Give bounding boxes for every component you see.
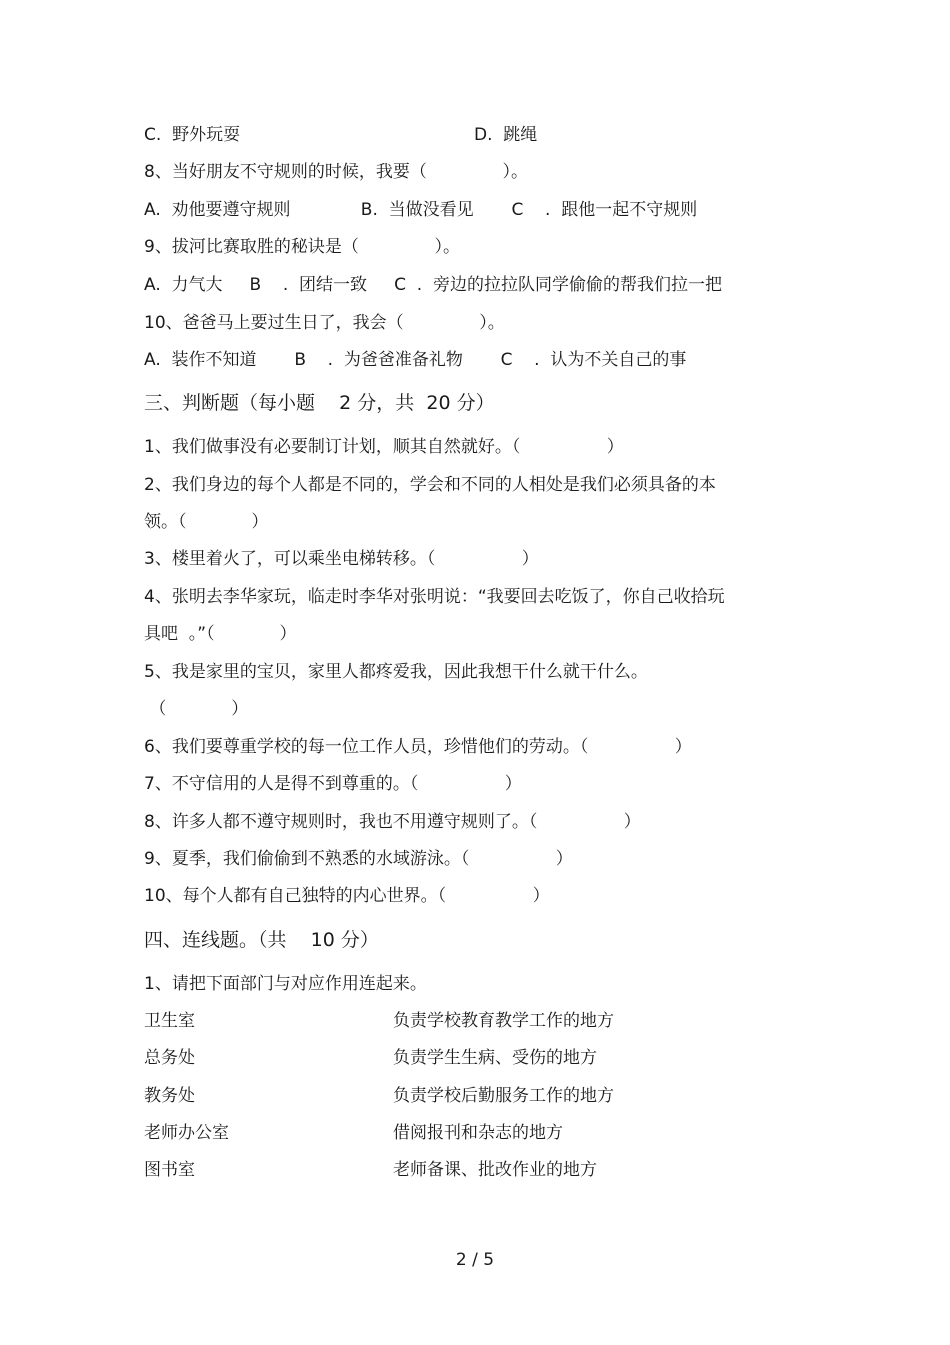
match-right-item: 负责学校教育教学工作的地方 [393,1011,614,1031]
section3-item: 5、我是家里的宝贝，家里人都疼爱我，因此我想干什么就干什么。 [144,662,648,682]
match-right-item: 负责学校后勤服务工作的地方 [393,1086,614,1106]
match-left-item: 卫生室 [144,1011,195,1031]
match-right-item: 借阅报刊和杂志的地方 [393,1123,563,1143]
section3-item: 9、夏季，我们偷偷到不熟悉的水域游泳。（ ） [144,849,573,869]
q10-question: 10、爸爸马上要过生日了，我会（ ）。 [144,313,505,333]
match-left-item: 图书室 [144,1160,195,1180]
match-right-item: 老师备课、批改作业的地方 [393,1160,597,1180]
section3-item: 3、楼里着火了，可以乘坐电梯转移。（ ） [144,549,539,569]
section3-heading: 三、判断题（每小题 2 分，共 20 分） [144,392,495,414]
section4-heading: 四、连线题。（共 10 分） [144,929,379,951]
section3-item: 6、我们要尊重学校的每一位工作人员，珍惜他们的劳动。（ ） [144,737,692,757]
page-number: 2 / 5 [455,1250,495,1270]
section3-item: 领。（ ） [144,512,269,532]
match-left-item: 总务处 [144,1048,195,1068]
q10-options: A. 装作不知道 B . 为爸爸准备礼物 C . 认为不关自己的事 [144,350,687,370]
section3-item: 10、每个人都有自己独特的内心世界。（ ） [144,886,550,906]
section3-item: 8、许多人都不遵守规则时，我也不用遵守规则了。（ ） [144,812,641,832]
q9-options: A. 力气大 B . 团结一致 C . 旁边的拉拉队同学偷偷的帮我们拉一把 [144,275,722,295]
section3-item: 4、张明去李华家玩，临走时李华对张明说：“我要回去吃饭了，你自己收拾玩 [144,587,725,607]
section3-item: 2、我们身边的每个人都是不同的，学会和不同的人相处是我们必须具备的本 [144,475,716,495]
match-left-item: 老师办公室 [144,1123,229,1143]
match-left-item: 教务处 [144,1086,195,1106]
section3-item: 1、我们做事没有必要制订计划，顺其自然就好。（ ） [144,437,624,457]
q7-option-c: C. 野外玩耍 [144,125,241,145]
q8-options: A. 劝他要遵守规则 B. 当做没看见 C . 跟他一起不守规则 [144,200,698,220]
q8-question: 8、当好朋友不守规则的时候，我要（ ）。 [144,162,528,182]
section3-item: 具吧 。”（ ） [144,624,297,644]
section4-instruction: 1、请把下面部门与对应作用连起来。 [144,974,427,994]
section3-item: （ ） [144,699,249,719]
section3-item: 7、不守信用的人是得不到尊重的。（ ） [144,774,522,794]
q9-question: 9、拔河比赛取胜的秘诀是（ ）。 [144,237,460,257]
match-right-item: 负责学生生病、受伤的地方 [393,1048,597,1068]
q7-option-d: D. 跳绳 [474,125,538,145]
